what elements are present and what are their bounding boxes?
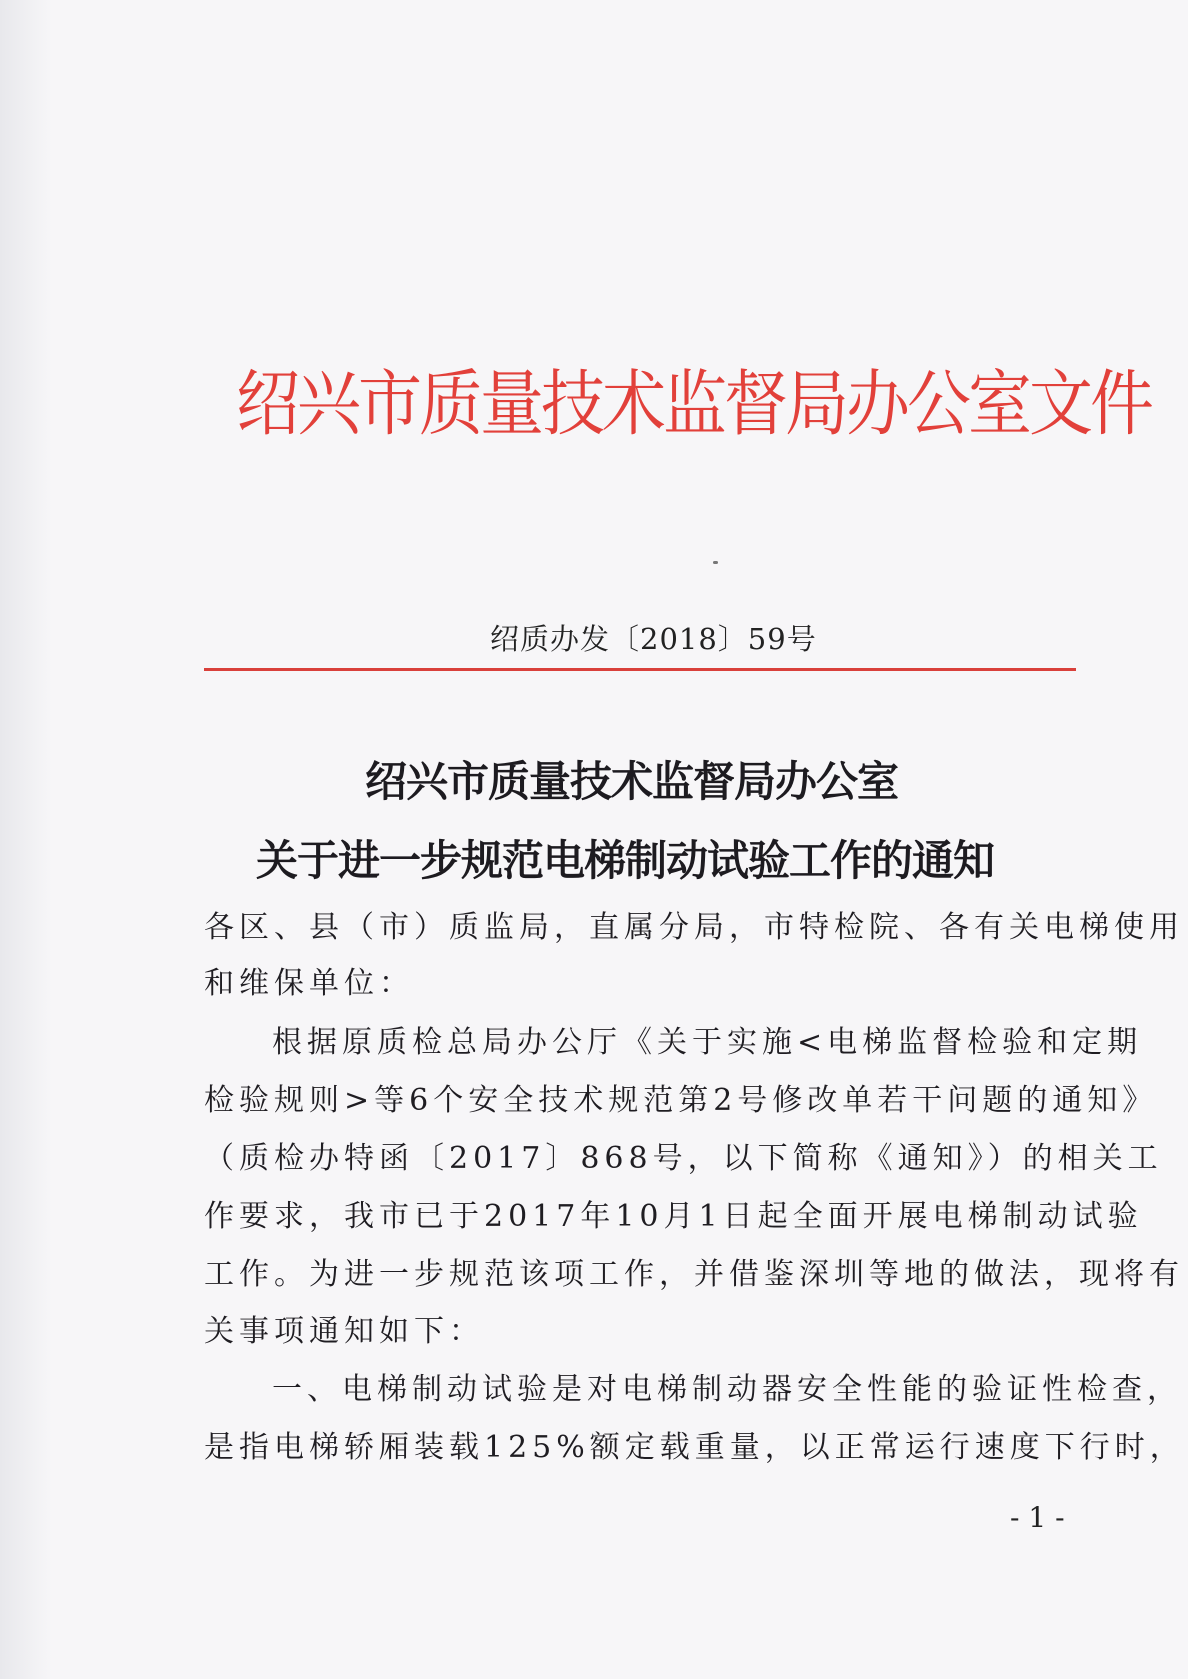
page-number: - 1 -	[1010, 1501, 1065, 1534]
body-line-paragraph-1-start: 根据原质检总局办公厅《关于实施<电梯监督检验和定期	[272, 1025, 1143, 1060]
red-separator-rule	[204, 668, 1076, 671]
body-line-item-1: 是指电梯轿厢装载125%额定载重量，以正常运行速度下行时，	[204, 1430, 1185, 1465]
notice-title-line-2: 关于进一步规范电梯制动试验工作的通知	[256, 836, 995, 885]
issuer-header-title: 绍兴市质量技术监督局办公室文件	[236, 363, 1151, 447]
body-line-paragraph-1: （质检办特函〔2017〕868号，以下简称《通知》）的相关工	[204, 1141, 1163, 1176]
scan-edge-shadow	[0, 0, 52, 1679]
body-line-paragraph-1: 工作。为进一步规范该项工作，并借鉴深圳等地的做法，现将有	[204, 1257, 1184, 1292]
body-line-paragraph-1-end: 关事项通知如下：	[204, 1314, 484, 1349]
body-line-addressee-2: 和维保单位：	[204, 966, 414, 1001]
body-line-paragraph-1: 作要求，我市已于2017年10月1日起全面开展电梯制动试验	[204, 1199, 1143, 1234]
document-number: 绍质办发〔2018〕59号	[490, 622, 817, 656]
body-line-paragraph-1: 检验规则>等6个安全技术规范第2号修改单若干问题的通知》	[204, 1083, 1158, 1118]
notice-title-line-1: 绍兴市质量技术监督局办公室	[365, 757, 899, 806]
scan-speck	[713, 561, 718, 564]
body-line-addressee-1: 各区、县（市）质监局，直属分局，市特检院、各有关电梯使用	[204, 910, 1184, 945]
body-line-item-1-start: 一、电梯制动试验是对电梯制动器安全性能的验证性检查，	[272, 1372, 1182, 1407]
